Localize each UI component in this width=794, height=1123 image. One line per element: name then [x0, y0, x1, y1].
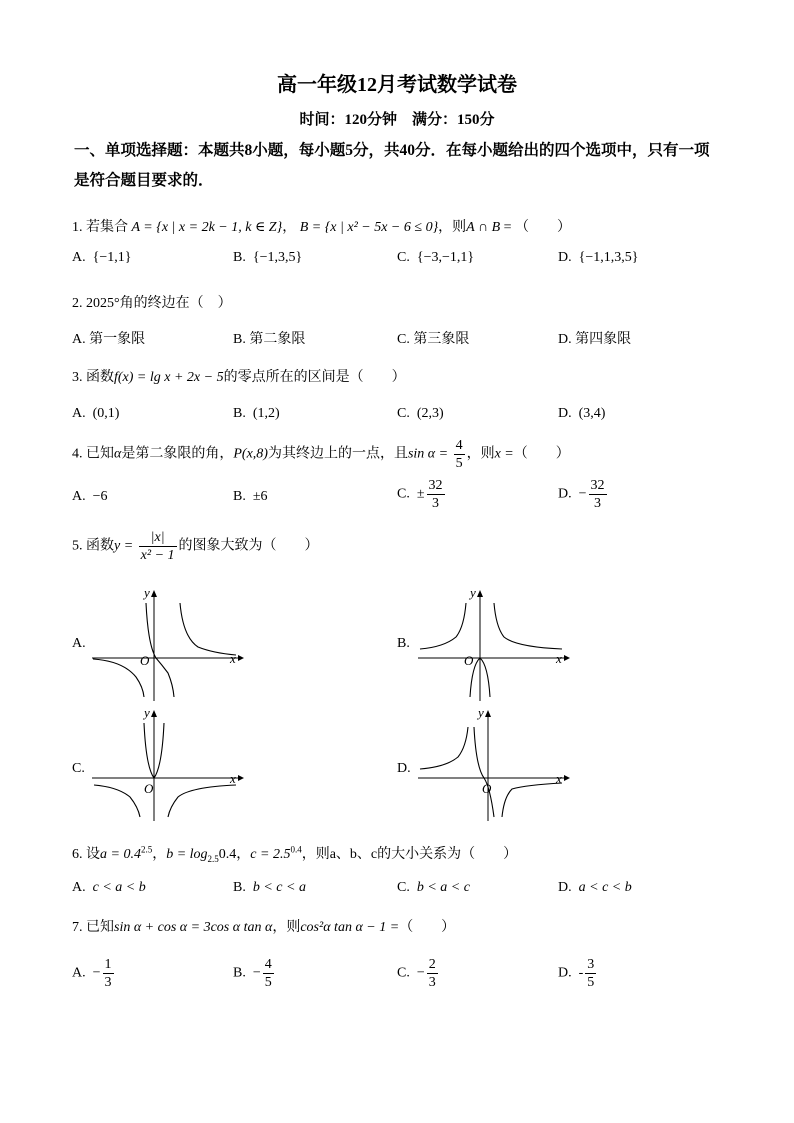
y-axis-label: y — [144, 705, 150, 720]
origin-label: O — [464, 653, 474, 668]
q1-option-b[interactable]: B. {−1,3,5} — [233, 250, 303, 265]
q3-function: f(x) = lg x + 2x − 5 — [114, 370, 224, 385]
q2-option-d[interactable]: D. 第四象限 — [558, 332, 632, 347]
x-axis-label: x — [556, 771, 562, 786]
y-axis-label: y — [470, 585, 476, 600]
q4-option-d[interactable]: D. − $\frac{32}{3}$ — [558, 478, 605, 511]
q6-option-d[interactable]: D. a < c < b — [558, 880, 632, 895]
x-axis-label: x — [230, 771, 236, 786]
q5-function-fraction: $\frac{|x|}{\text{x² − 1}}$ — [140, 530, 175, 563]
q3-option-a[interactable]: A. (0,1) — [72, 406, 120, 421]
q5-graph-c[interactable] — [88, 705, 248, 825]
q6-option-b[interactable]: B. b < c < a — [233, 880, 306, 895]
origin-label: O — [140, 653, 150, 668]
question-6-stem: 6. 设$a = 0.4^{2.5}$，$b = \log_{2.5}0.4$，$c = 2.5^{0.4}$，则a、b、c的大小关系为（ ） — [72, 844, 518, 864]
q1-option-a[interactable]: A. {−1,1} — [72, 250, 132, 265]
question-1-stem — [72, 216, 571, 236]
q7-option-a[interactable]: A. − $\frac{1}{3}$ — [72, 957, 112, 990]
origin-label: O — [144, 781, 154, 796]
q1-option-c[interactable]: C. {−3,−1,1} — [397, 250, 475, 265]
question-2-stem: 2. 2025°角的终边在（ ） — [72, 296, 232, 311]
x-axis-label: x — [556, 651, 562, 666]
q3-option-d[interactable]: D. (3,4) — [558, 406, 606, 421]
q1-end: = （ ） — [503, 220, 572, 235]
q2-option-b[interactable]: B. 第二象限 — [233, 332, 306, 347]
q7-option-c[interactable]: C. − $\frac{2}{3}$ — [397, 957, 436, 990]
q5-graph-d[interactable] — [414, 705, 574, 825]
q5-option-c-label[interactable]: C. — [72, 761, 85, 776]
origin-label: O — [482, 781, 492, 796]
q2-option-c[interactable]: C. 第三象限 — [397, 332, 470, 347]
exam-title: 高一年级12月考试数学试卷 — [277, 74, 517, 96]
q1-sep: ， — [282, 220, 297, 235]
q7-option-d[interactable]: D. - $\frac{3}{5}$ — [558, 957, 595, 990]
q1-suffix: ，则 — [438, 220, 467, 235]
question-4-stem: 4. 已知α是第二象限的角，P(x,8)为其终边上的一点，且sin α = $\frac{4}{5}$ ，则x =（ ） — [72, 438, 570, 471]
question-7-stem: 7. 已知sin α + cos α = 3cos α tan α，则cos²α tan α − 1 =（ ） — [72, 920, 456, 935]
q4-option-c[interactable]: C. ± $\frac{32}{3}$ — [397, 478, 443, 511]
q1-option-d[interactable]: D. {−1,1,3,5} — [558, 250, 639, 265]
question-5-stem: 5. 函数y = $\frac{|x|}{\text{x² − 1}}$ 的图象大致为（ ） — [72, 530, 319, 563]
y-axis-label: y — [478, 705, 484, 720]
x-axis-label: x — [230, 651, 236, 666]
q5-graph-b[interactable] — [414, 585, 574, 705]
q5-option-b-label[interactable]: B. — [397, 636, 410, 651]
q4-option-b[interactable]: B. ±6 — [233, 489, 268, 504]
exam-subtitle: 时间：120分钟 满分：150分 — [299, 112, 495, 128]
q2-option-a[interactable]: A. 第一象限 — [72, 332, 146, 347]
q5-option-a-label[interactable]: A. — [72, 636, 86, 651]
question-3-stem: 3. 函数f(x) = lg x + 2x − 5的零点所在的区间是（ ） — [72, 370, 406, 385]
q4-sin-fraction: $\frac{4}{5}$ — [455, 438, 463, 471]
q5-option-d-label[interactable]: D. — [397, 761, 411, 776]
q3-option-c[interactable]: C. (2,3) — [397, 406, 444, 421]
y-axis-label: y — [144, 585, 150, 600]
q6-option-c[interactable]: C. b < a < c — [397, 880, 470, 895]
q1-set-a: A = {x | x = 2k − 1, k ∈ Z} — [131, 220, 283, 235]
q7-option-b[interactable]: B. − $\frac{4}{5}$ — [233, 957, 272, 990]
q1-prefix: 1. 若集合 — [72, 220, 128, 235]
section-heading: 一、单项选择题：本题共8小题，每小题5分，共40分．在每小题给出的四个选项中，只有一项是符合题目要求的． — [74, 142, 710, 189]
q1-intersection: A ∩ B — [466, 220, 501, 235]
q3-option-b[interactable]: B. (1,2) — [233, 406, 280, 421]
q6-option-a[interactable]: A. c < a < b — [72, 880, 146, 895]
q5-graph-a[interactable] — [88, 585, 248, 705]
q1-set-b: B = {x | x² − 5x − 6 ≤ 0} — [299, 220, 439, 235]
q4-option-a[interactable]: A. −6 — [72, 489, 108, 504]
